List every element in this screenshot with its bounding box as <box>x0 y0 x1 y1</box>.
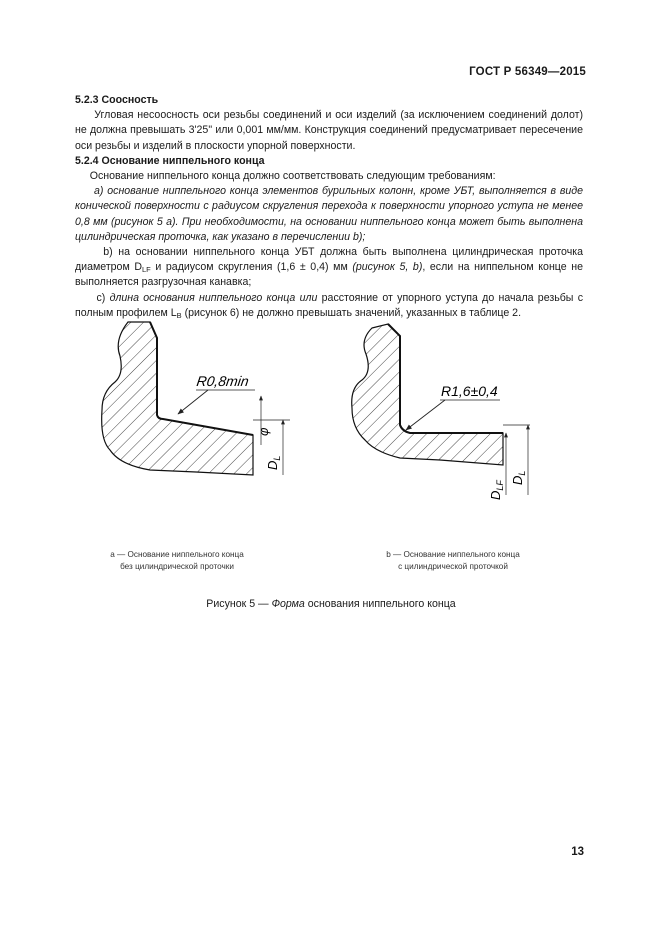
item-a-text: а) основание ниппельного конца элементов бурильных колонн, кроме УБТ, выполняется в виде конической поверхности с радиусом скругления перехода к поверхности упорного уступа не менее 0,8 мм (рисунок 5 а). При необходимости, на основании ниппельного конца может быть выполнена цилиндрическая проточка, как указано в перечислении b); <box>75 185 584 243</box>
figure-b-caption-line1: b — Основание ниппельного конца <box>386 550 520 559</box>
standard-header: ГОСТ Р 56349—2015 <box>469 66 586 78</box>
item-c-text-3: (рисунок 6) не должно превышать значений, указанных в таблице 2. <box>181 306 522 319</box>
item-b-subscript: LF <box>142 265 151 275</box>
figure-a-leader <box>178 390 208 414</box>
figure-a-section <box>102 322 253 475</box>
body-text <box>75 93 583 321</box>
figure-caption-italic: Форма <box>271 598 305 610</box>
item-c-italic: длина основания ниппельного конца или <box>109 291 318 304</box>
item-b-text-1: b) на основании ниппельного конца УБТ должна быть выполнена цилиндрическая проточка диаметром D <box>75 246 583 274</box>
figure-caption-prefix: Рисунок 5 — <box>206 598 272 610</box>
figure-caption-rest: основания ниппельного конца <box>304 598 456 610</box>
figure-b-leader <box>406 400 445 430</box>
figure-b-dim2-label: $D_L$ <box>510 470 527 485</box>
section-524-heading: 5.2.4 Основание ниппельного конца <box>75 154 265 167</box>
item-b-ref: (рисунок 5, b) <box>352 261 423 274</box>
item-c-subscript: B <box>176 310 182 320</box>
figure-a <box>102 322 290 475</box>
section-523-body: Угловая несоосность оси резьбы соединений и оси изделий (за исключением соединений долот) не должна превышать 3'25" или 0,001 мм/мм. Конструкция соединений предусматривает пересечение оси резьбы и изделий в плоскости упорной поверхности. <box>75 109 584 152</box>
item-b-text-3: , если на ниппельном конце не выполняется разгрузочная канавка; <box>75 261 583 289</box>
figure-b-profile <box>388 324 503 433</box>
item-b-text-2: и радиусом скругления (1,6 ± 0,4) мм <box>150 261 353 274</box>
section-523-text <box>75 108 583 154</box>
item-c-text-2: расстояние от упорного уступа до начала резьбы с полным профилем L <box>75 291 583 319</box>
figure-b-dim1-label: $D_{LF}$ <box>488 480 505 500</box>
figure-a-dim-label: $D_L$ <box>265 455 282 470</box>
item-a <box>75 184 583 245</box>
figure-a-caption-line1: а — Основание ниппельного конца <box>110 550 244 559</box>
figure-b-radius-label: R1,6±0,4 <box>441 383 498 399</box>
section-524-intro <box>75 169 583 184</box>
item-c-text-1: с) <box>96 291 110 304</box>
figure-b-caption <box>368 549 538 573</box>
figure-a-angle-label: φ <box>256 427 271 436</box>
figure-5-caption <box>0 598 662 610</box>
page-number: 13 <box>571 846 584 858</box>
section-524-intro-text: Основание ниппельного конца должно соответствовать следующим требованиям: <box>89 170 496 183</box>
figure-b-caption-line2: с цилиндрической проточкой <box>398 562 508 571</box>
figure-b <box>352 324 530 500</box>
figure-a-caption-line2: без цилиндрической проточки <box>120 562 234 571</box>
figure-a-caption <box>92 549 262 573</box>
section-523-heading: 5.2.3 Соосность <box>75 94 159 106</box>
item-b <box>75 245 583 291</box>
figure-a-radius-label: R0,8min <box>195 373 250 389</box>
